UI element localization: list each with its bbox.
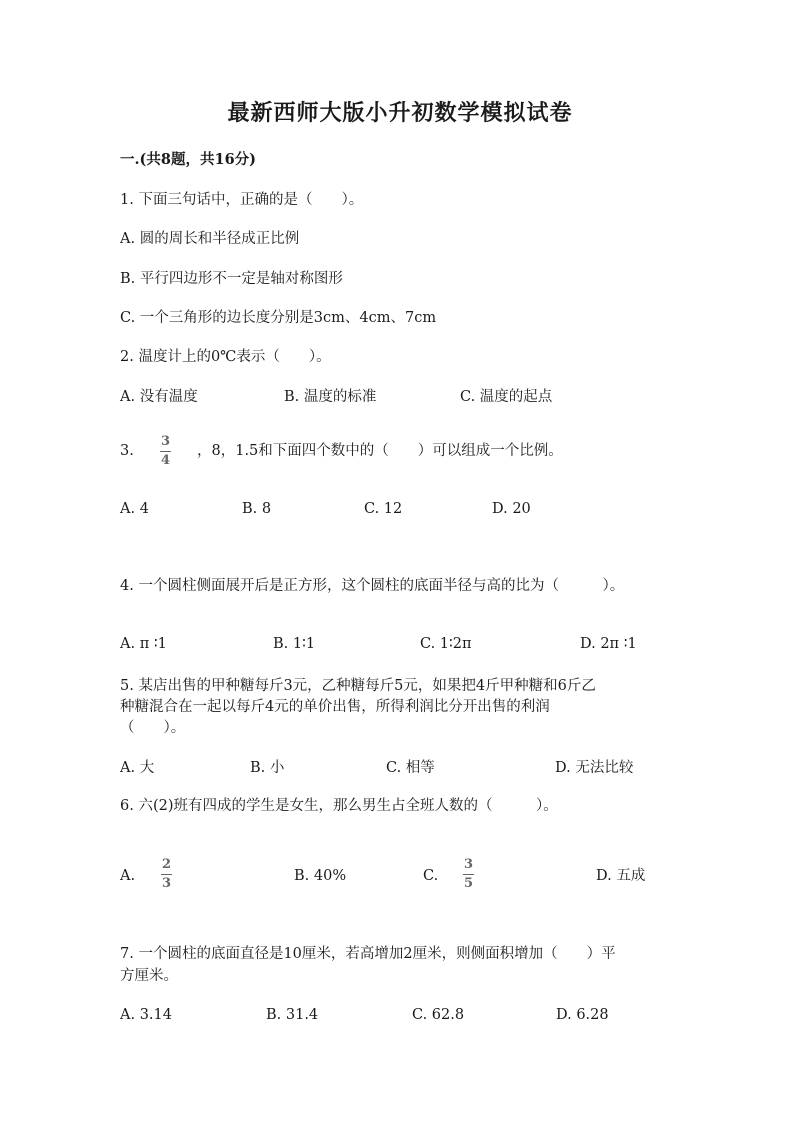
question-5-option-d: D. 无法比较: [555, 760, 634, 776]
question-2-option-c: C. 温度的起点: [460, 389, 553, 405]
question-5-option-b: B. 小: [250, 760, 285, 776]
question-2-option-b: B. 温度的标准: [284, 389, 377, 405]
question-1-option-a: A. 圆的周长和半径成正比例: [120, 231, 300, 247]
section-heading: 一.(共8题，共16分): [120, 151, 257, 168]
question-6-option-a-fraction: [161, 858, 172, 891]
question-7-option-d: D. 6.28: [556, 1007, 609, 1023]
fraction-numerator: 3: [463, 857, 474, 872]
question-7-stem-line-2: 方厘米。: [120, 968, 178, 984]
page-title: 最新西师大版小升初数学模拟试卷: [227, 100, 573, 126]
question-6-option-b: B. 40%: [294, 868, 347, 884]
question-6-option-c-label: C.: [423, 868, 439, 884]
fraction-denominator: 3: [161, 876, 172, 891]
question-3-stem: ，8，1.5和下面四个数中的（ ）可以组成一个比例。: [197, 443, 563, 459]
question-5-option-a: A. 大: [120, 760, 155, 776]
question-3-fraction: [160, 435, 171, 468]
fraction-bar: [463, 874, 474, 875]
question-3-option-a: A. 4: [120, 501, 149, 517]
question-6-stem: 6. 六(2)班有四成的学生是女生，那么男生占全班人数的（ ）。: [120, 798, 558, 814]
question-3-option-b: B. 8: [242, 501, 272, 517]
fraction-numerator: 2: [161, 857, 172, 872]
question-3-option-c: C. 12: [364, 501, 403, 517]
question-1-option-c: C. 一个三角形的边长度分别是3cm、4cm、7cm: [120, 310, 437, 326]
question-6-option-a-label: A.: [120, 868, 136, 884]
question-7-stem-line-1: 7. 一个圆柱的底面直径是10厘米，若高增加2厘米，则侧面积增加（ ）平: [120, 946, 616, 962]
question-4-stem: 4. 一个圆柱侧面展开后是正方形，这个圆柱的底面半径与高的比为（ ）。: [120, 578, 625, 594]
question-3-number: 3.: [120, 443, 134, 459]
question-5-stem-line-1: 5. 某店出售的甲种糖每斤3元，乙种糖每斤5元，如果把4斤甲种糖和6斤乙: [120, 678, 596, 694]
question-4-option-a: A. π ∶1: [120, 636, 167, 652]
question-2-option-a: A. 没有温度: [120, 389, 198, 405]
question-1-stem: 1. 下面三句话中，正确的是（ ）。: [120, 192, 364, 208]
question-1-option-b: B. 平行四边形不一定是轴对称图形: [120, 271, 343, 287]
fraction-bar: [161, 874, 172, 875]
question-5-stem-line-2: 种糖混合在一起以每斤4元的单价出售，所得利润比分开出售的利润: [120, 699, 550, 715]
question-4-option-c: C. 1∶2π: [420, 636, 472, 652]
question-6-option-d: D. 五成: [596, 868, 646, 884]
question-5-stem-line-3: （ ）。: [120, 720, 186, 736]
fraction-denominator: 4: [160, 453, 171, 468]
question-7-option-c: C. 62.8: [412, 1007, 465, 1023]
fraction-denominator: 5: [463, 876, 474, 891]
question-7-option-b: B. 31.4: [266, 1007, 319, 1023]
question-7-option-a: A. 3.14: [120, 1007, 172, 1023]
question-4-option-d: D. 2π ∶1: [580, 636, 637, 652]
question-5-option-c: C. 相等: [386, 760, 435, 776]
question-3-option-d: D. 20: [492, 501, 531, 517]
question-4-option-b: B. 1∶1: [273, 636, 316, 652]
fraction-numerator: 3: [160, 434, 171, 449]
question-6-option-c-fraction: [463, 858, 474, 891]
question-2-stem: 2. 温度计上的0℃表示（ ）。: [120, 349, 331, 365]
fraction-bar: [160, 451, 171, 452]
